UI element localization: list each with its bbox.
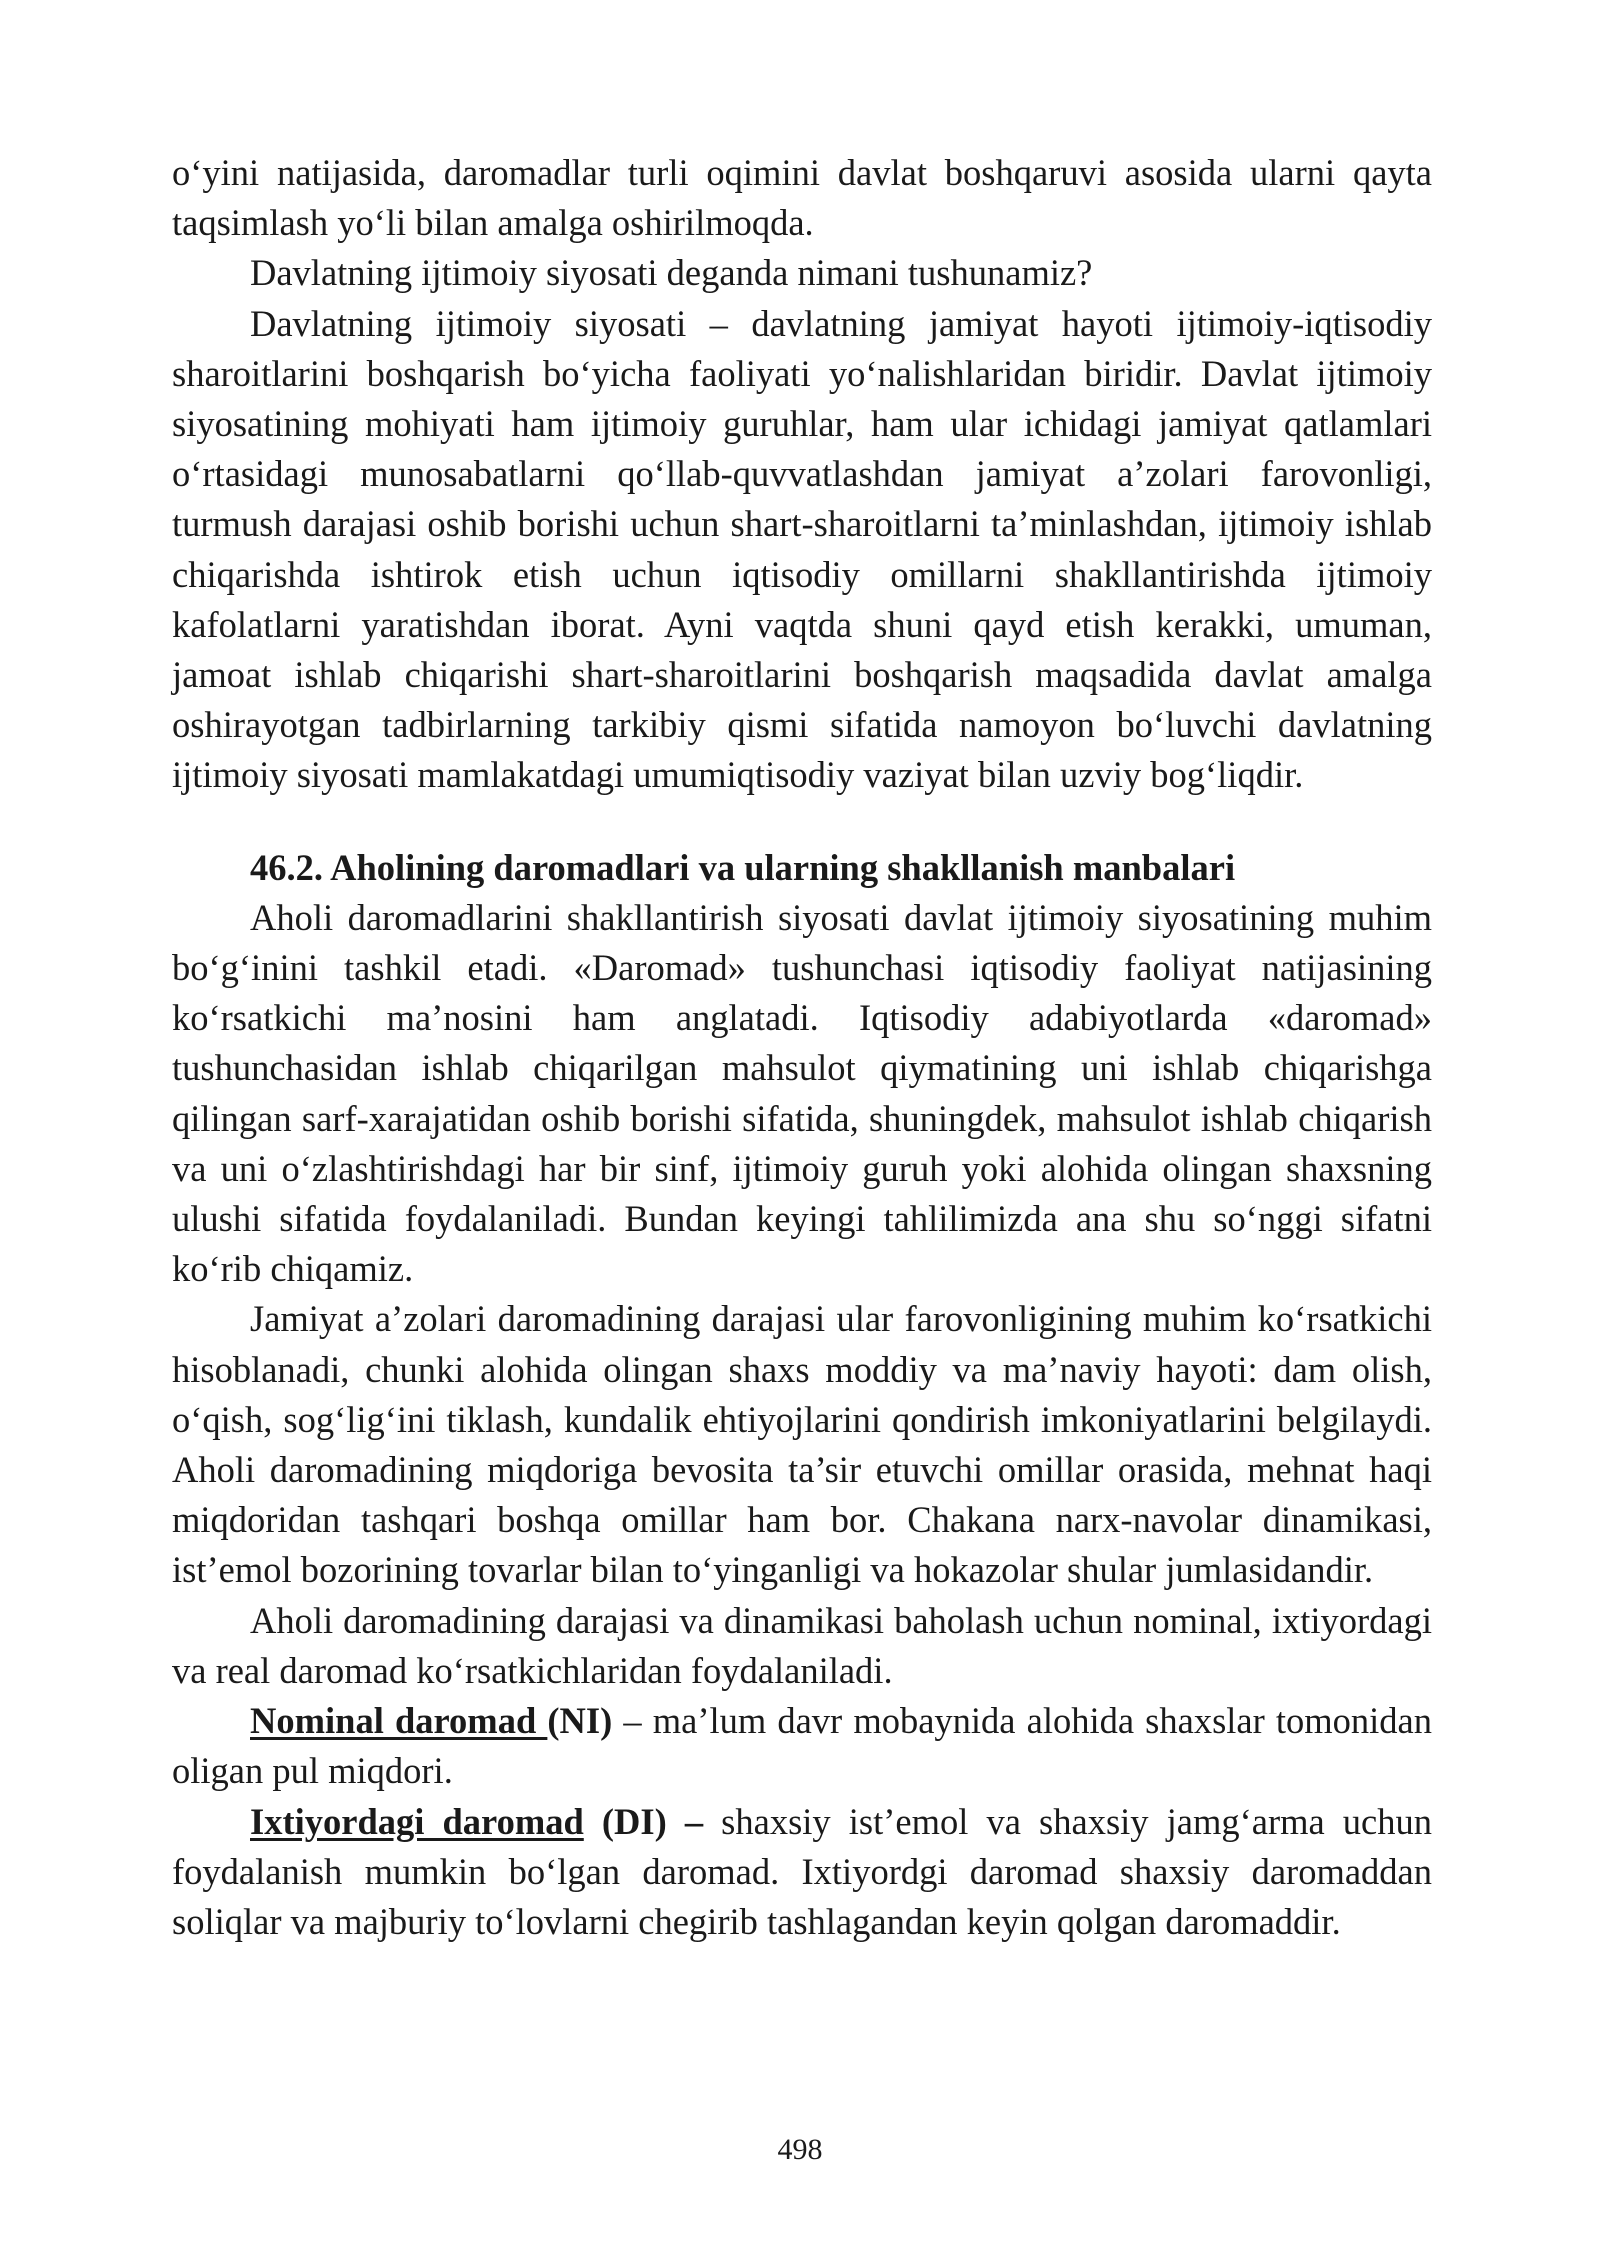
section-heading: 46.2. Aholining daromadlari va ularning shakllanish manbalari bbox=[250, 846, 1236, 888]
abbr-ni: (NI) bbox=[547, 1700, 613, 1742]
page-body bbox=[172, 148, 1432, 1947]
paragraph-income-policy: Aholi daromadlarini shakllantirish siyosati davlat ijtimoiy siyosatining muhim bo‘g‘inini tashkil etadi. «Daromad» tushunchasi iqtisodiy faoliyat natijasining ko‘rsatkichi ma’nosini ham anglatadi. Iqtisodiy adabiyotlarda «daromad» tushunchasidan ishlab chiqarilgan mahsulot qiymatining uni ishlab chiqarishga qilingan sarf-xarajatidan oshib borishi sifatida, shuningdek, mahsulot ishlab chiqarish va uni o‘zlashtirishdagi har bir sinf, ijtimoiy guruh yoki alohida olingan shaxsning ulushi sifatida foydalaniladi. Bundan keyingi tahlilimizda ana shu so‘nggi sifatni ko‘rib chiqamiz. bbox=[172, 896, 1432, 1290]
term-nominal-income: Nominal daromad bbox=[250, 1700, 548, 1742]
definition-disposable-income bbox=[172, 1797, 1432, 1948]
definition-nominal-text: – ma’lum davr mobaynida alohida shaxslar tomonidan oligan pul miqdori. bbox=[172, 1700, 1433, 1792]
term-disposable-income: Ixtiyordagi daromad bbox=[250, 1800, 584, 1842]
paragraph-continuation: o‘yini natijasida, daromadlar turli oqimini davlat boshqaruvi asosida ularni qayta taqsimlash yo‘li bilan amalga oshirilmoqda. bbox=[172, 152, 1432, 244]
paragraph-social-policy-definition: Davlatning ijtimoiy siyosati – davlatning jamiyat hayoti ijtimoiy-iqtisodiy sharoitlarini boshqarish bo‘yicha faoliyati yo‘nalishlaridan biridir. Davlat ijtimoiy siyosatining mohiyati ham ijtimoiy guruhlar, ham ular ichidagi jamiyat qatlamlari o‘rtasidagi munosabatlarni qo‘llab-quvvatlashdan jamiyat a’zolari farovonligi, turmush darajasi oshib borishi uchun shart-sharoitlarni ta’minlashdan, ijtimoiy ishlab chiqarishda ishtirok etish uchun iqtisodiy omillarni shakllantirishda ijtimoiy kafolatlarni yaratishdan iborat. Ayni vaqtda shuni qayd etish kerakki, umuman, jamoat ishlab chiqarishi shart-sharoitlarini boshqarish maqsadida davlat amalga oshirayotgan tadbirlarning tarkibiy qismi sifatida namoyon bo‘luvchi davlatning ijtimoiy siyosati mamlakatdagi umumiqtisodiy vaziyat bilan uzviy bog‘liqdir. bbox=[172, 302, 1432, 796]
page-number: 498 bbox=[777, 2133, 823, 2166]
definition-nominal-income bbox=[172, 1696, 1432, 1796]
abbr-di: (DI) – bbox=[583, 1800, 704, 1842]
paragraph-income-indicators: Aholi daromadining darajasi va dinamikasi baholash uchun nominal, ixtiyordagi va real daromad ko‘rsatkichlaridan foydalaniladi. bbox=[172, 1599, 1432, 1691]
definition-disposable-text: shaxsiy ist’emol va shaxsiy jamg‘arma uchun foydalanish mumkin bo‘lgan daromad. Ixtiyordgi daromad shaxsiy daromaddan soliqlar va majburiy to‘lovlarni chegirib tashlagandan keyin qolgan daromaddir. bbox=[172, 1800, 1433, 1942]
paragraph-income-level: Jamiyat a’zolari daromadining darajasi ular farovonligining muhim ko‘rsatkichi hisoblanadi, chunki alohida olingan shaxs moddiy va ma’naviy hayoti: dam olish, o‘qish, sog‘lig‘ini tiklash, kundalik ehtiyojlarini qondirish imkoniyatlarini belgilaydi. Aholi daromadining miqdoriga bevosita ta’sir etuvchi omillar orasida, mehnat haqi miqdoridan tashqari boshqa omillar ham bor. Chakana narx-navolar dinamikasi, ist’emol bozorining tovarlar bilan to‘yinganligi va hokazolar shular jumlasidandir. bbox=[172, 1298, 1432, 1591]
paragraph-question: Davlatning ijtimoiy siyosati deganda nimani tushunamiz? bbox=[250, 252, 1093, 294]
